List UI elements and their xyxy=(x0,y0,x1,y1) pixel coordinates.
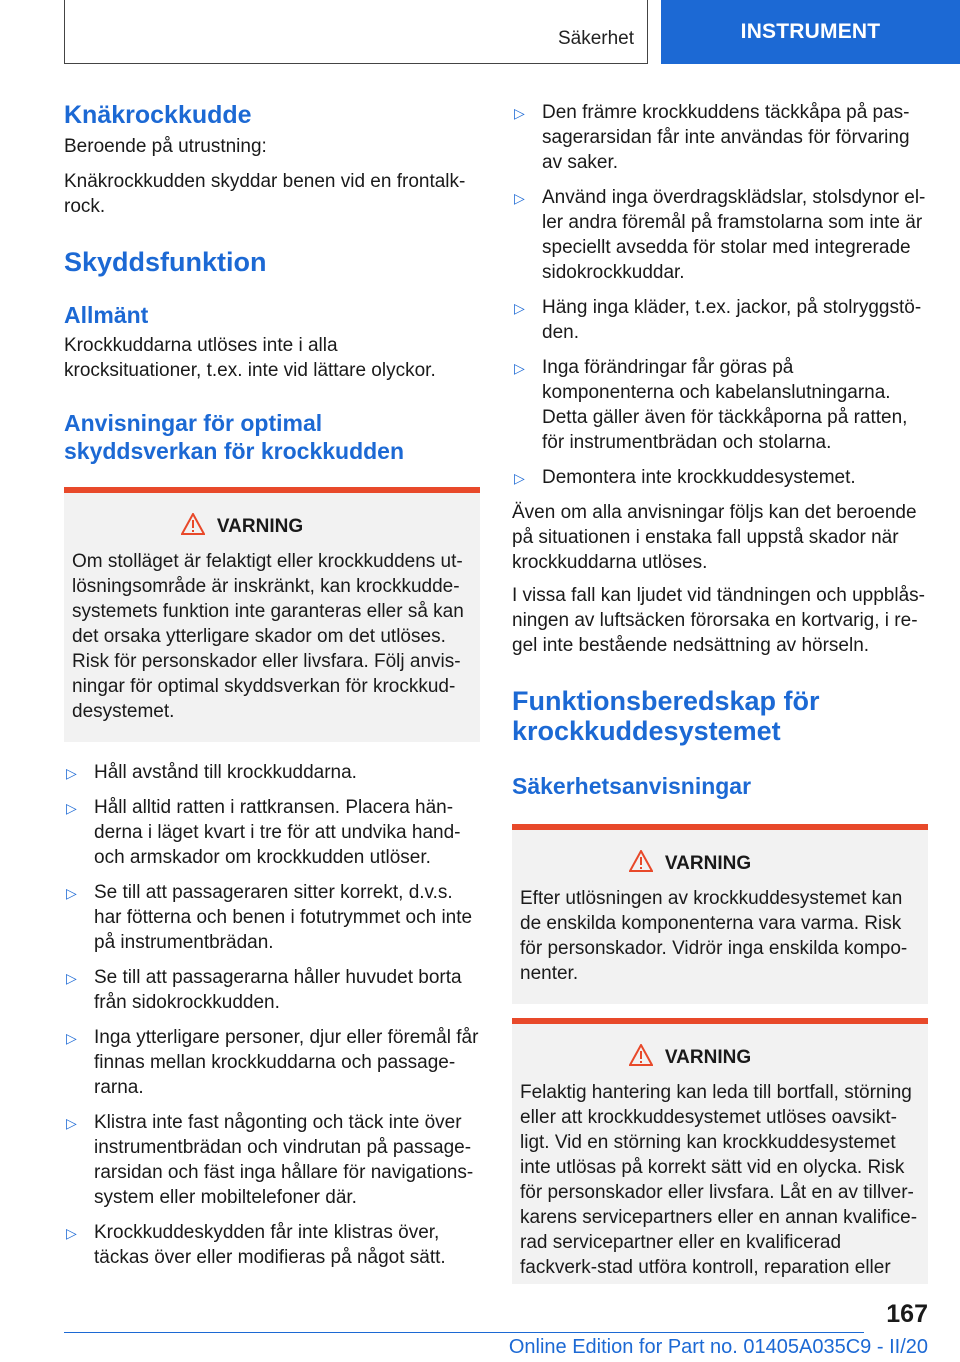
warning-box xyxy=(512,1018,928,1284)
protection-heading: Skyddsfunktion xyxy=(64,247,267,277)
list-item: ▷ Håll alltid ratten i rattkransen. Placera hän-derna i läget kvart i tre för att undvika hand- och armskador om krockkudden utlöser. xyxy=(66,797,461,868)
bullet-triangle-icon: ▷ xyxy=(66,1115,77,1131)
list-item: ▷ Använd inga överdragsklädslar, stolsdynor el-ler andra föremål på framstolarna som inte är speciellt avsedda för stolar med integrerade sidokrockkuddar. xyxy=(514,187,926,283)
list-item: ▷ Demontera inte krockkuddesystemet. xyxy=(512,465,928,490)
bullet-triangle-icon: ▷ xyxy=(514,190,525,206)
guidance-heading: Anvisningar för optimal skyddsverkan för krockkudden xyxy=(64,410,405,464)
header-section-title: Säkerhet xyxy=(557,28,634,49)
warning-label: VARNING xyxy=(664,853,752,874)
footer-divider xyxy=(64,1332,864,1333)
warning-box xyxy=(64,487,480,742)
footer-edition: Online Edition for Part no. 01405A035C9 - II/20 xyxy=(508,1336,928,1358)
note-text-1: Även om alla anvisningar följs kan det beroende på situationen i enstaka fall uppstå skador när krockkuddarna utlöses. xyxy=(512,502,917,573)
list-item: ▷ Inga ytterligare personer, djur eller föremål får finnas mellan krockkuddarna och passage-rarna. xyxy=(66,1027,479,1098)
bullet-triangle-icon: ▷ xyxy=(514,300,525,316)
safety-heading: Säkerhetsanvisningar xyxy=(512,773,752,799)
warning-triangle-icon xyxy=(629,1044,653,1072)
warning-label: VARNING xyxy=(216,516,304,537)
bullet-triangle-icon: ▷ xyxy=(66,1225,77,1241)
warning-label: VARNING xyxy=(664,1047,752,1068)
bullet-triangle-icon: ▷ xyxy=(66,970,77,986)
knee-equipment-text: Beroende på utrustning: xyxy=(64,136,267,157)
header-chapter-tab[interactable] xyxy=(661,0,960,64)
bullet-triangle-icon: ▷ xyxy=(66,1030,77,1046)
right-column xyxy=(512,100,928,1284)
list-item: ▷ Klistra inte fast någonting och täck inte över instrumentbrädan och vindrutan på passage-rarsidan och fäst inga hållare för navigations-system eller mobiltelefoner där. xyxy=(66,1112,474,1208)
warning-text: Om stolläget är felaktigt eller krockkuddens ut-lösningsområde är inskränkt, kan krockkudde-systemets funktion inte garanteras eller så kan det orsaka ytterligare skador om det utlöses. Risk för personskador eller livsfara. Följ anvis-ningar för optimal skyddsverkan för krockkud-desystemet. xyxy=(72,551,464,722)
bullet-triangle-icon: ▷ xyxy=(66,885,77,901)
warning-header xyxy=(72,513,472,541)
warning-triangle-icon xyxy=(629,850,653,878)
guidance-list-continued xyxy=(512,100,928,490)
page-number: 167 xyxy=(886,1300,928,1328)
warning-text: Felaktig hantering kan leda till bortfall, störning eller att krockkuddesystemet utlöses oavsikt-ligt. Vid en störning kan krockkuddesystemet inte utlösas på korrekt sätt vid en olycka. Risk för personskador eller livsfara. Låt en av tillver-karens servicepartners eller en annan kvalifice-rad servicepartner eller en kvalificerad fackverk-stad utföra kontroll, reparation eller xyxy=(520,1082,918,1278)
bullet-triangle-icon: ▷ xyxy=(514,105,525,121)
knee-description-text: Knäkrockkudden skyddar benen vid en frontalk-rock. xyxy=(64,171,466,217)
bullet-triangle-icon: ▷ xyxy=(514,470,525,486)
bullet-triangle-icon: ▷ xyxy=(66,765,77,781)
list-item: ▷ Häng inga kläder, t.ex. jackor, på stolryggstö-den. xyxy=(514,297,922,343)
warning-box xyxy=(512,824,928,1004)
knee-airbag-heading: Knäkrockkudde xyxy=(64,101,252,129)
readiness-heading: Funktionsberedskap för krockkuddesystemet xyxy=(512,686,820,746)
list-item: ▷ Den främre krockkuddens täckkåpa på pas-sagerarsidan får inte användas för förvaring av saker. xyxy=(514,102,910,173)
bullet-triangle-icon: ▷ xyxy=(514,360,525,376)
list-item: ▷ Håll avstånd till krockkuddarna. xyxy=(64,760,480,785)
list-item: ▷ Krockkuddeskydden får inte klistras över, täckas över eller modifieras på något sätt. xyxy=(66,1222,446,1268)
guidance-list xyxy=(64,760,480,1270)
list-item: ▷ Inga förändringar får göras på komponenterna och kabelanslutningarna. Detta gäller även för täckkåporna på ratten, för instrumentbrädan och stolarna. xyxy=(514,357,908,453)
bullet-triangle-icon: ▷ xyxy=(66,800,77,816)
general-heading: Allmänt xyxy=(64,302,149,328)
note-text-2: I vissa fall kan ljudet vid tändningen och uppblås-ningen av luftsäcken förorsaka en kortvarig, i re-gel inte bestående nedsättning av hörseln. xyxy=(512,585,925,656)
list-item: ▷ Se till att passageraren sitter korrekt, d.v.s. har fötterna och benen i fotutrymmet och inte på instrumentbrädan. xyxy=(66,882,473,953)
warning-header xyxy=(520,850,920,878)
list-item: ▷ Se till att passagerarna håller huvudet borta från sidokrockkudden. xyxy=(66,967,462,1013)
warning-header xyxy=(520,1044,920,1072)
header-chapter-label: INSTRUMENT xyxy=(740,20,881,43)
general-text: Krockkuddarna utlöses inte i alla krocksituationer, t.ex. inte vid lättare olyckor. xyxy=(64,335,436,381)
left-column xyxy=(64,100,480,1280)
warning-text: Efter utlösningen av krockkuddesystemet kan de enskilda komponenterna vara varma. Risk för personskador. Vidrör inga enskilda kompo-nenter. xyxy=(520,888,908,984)
warning-triangle-icon xyxy=(181,513,205,541)
